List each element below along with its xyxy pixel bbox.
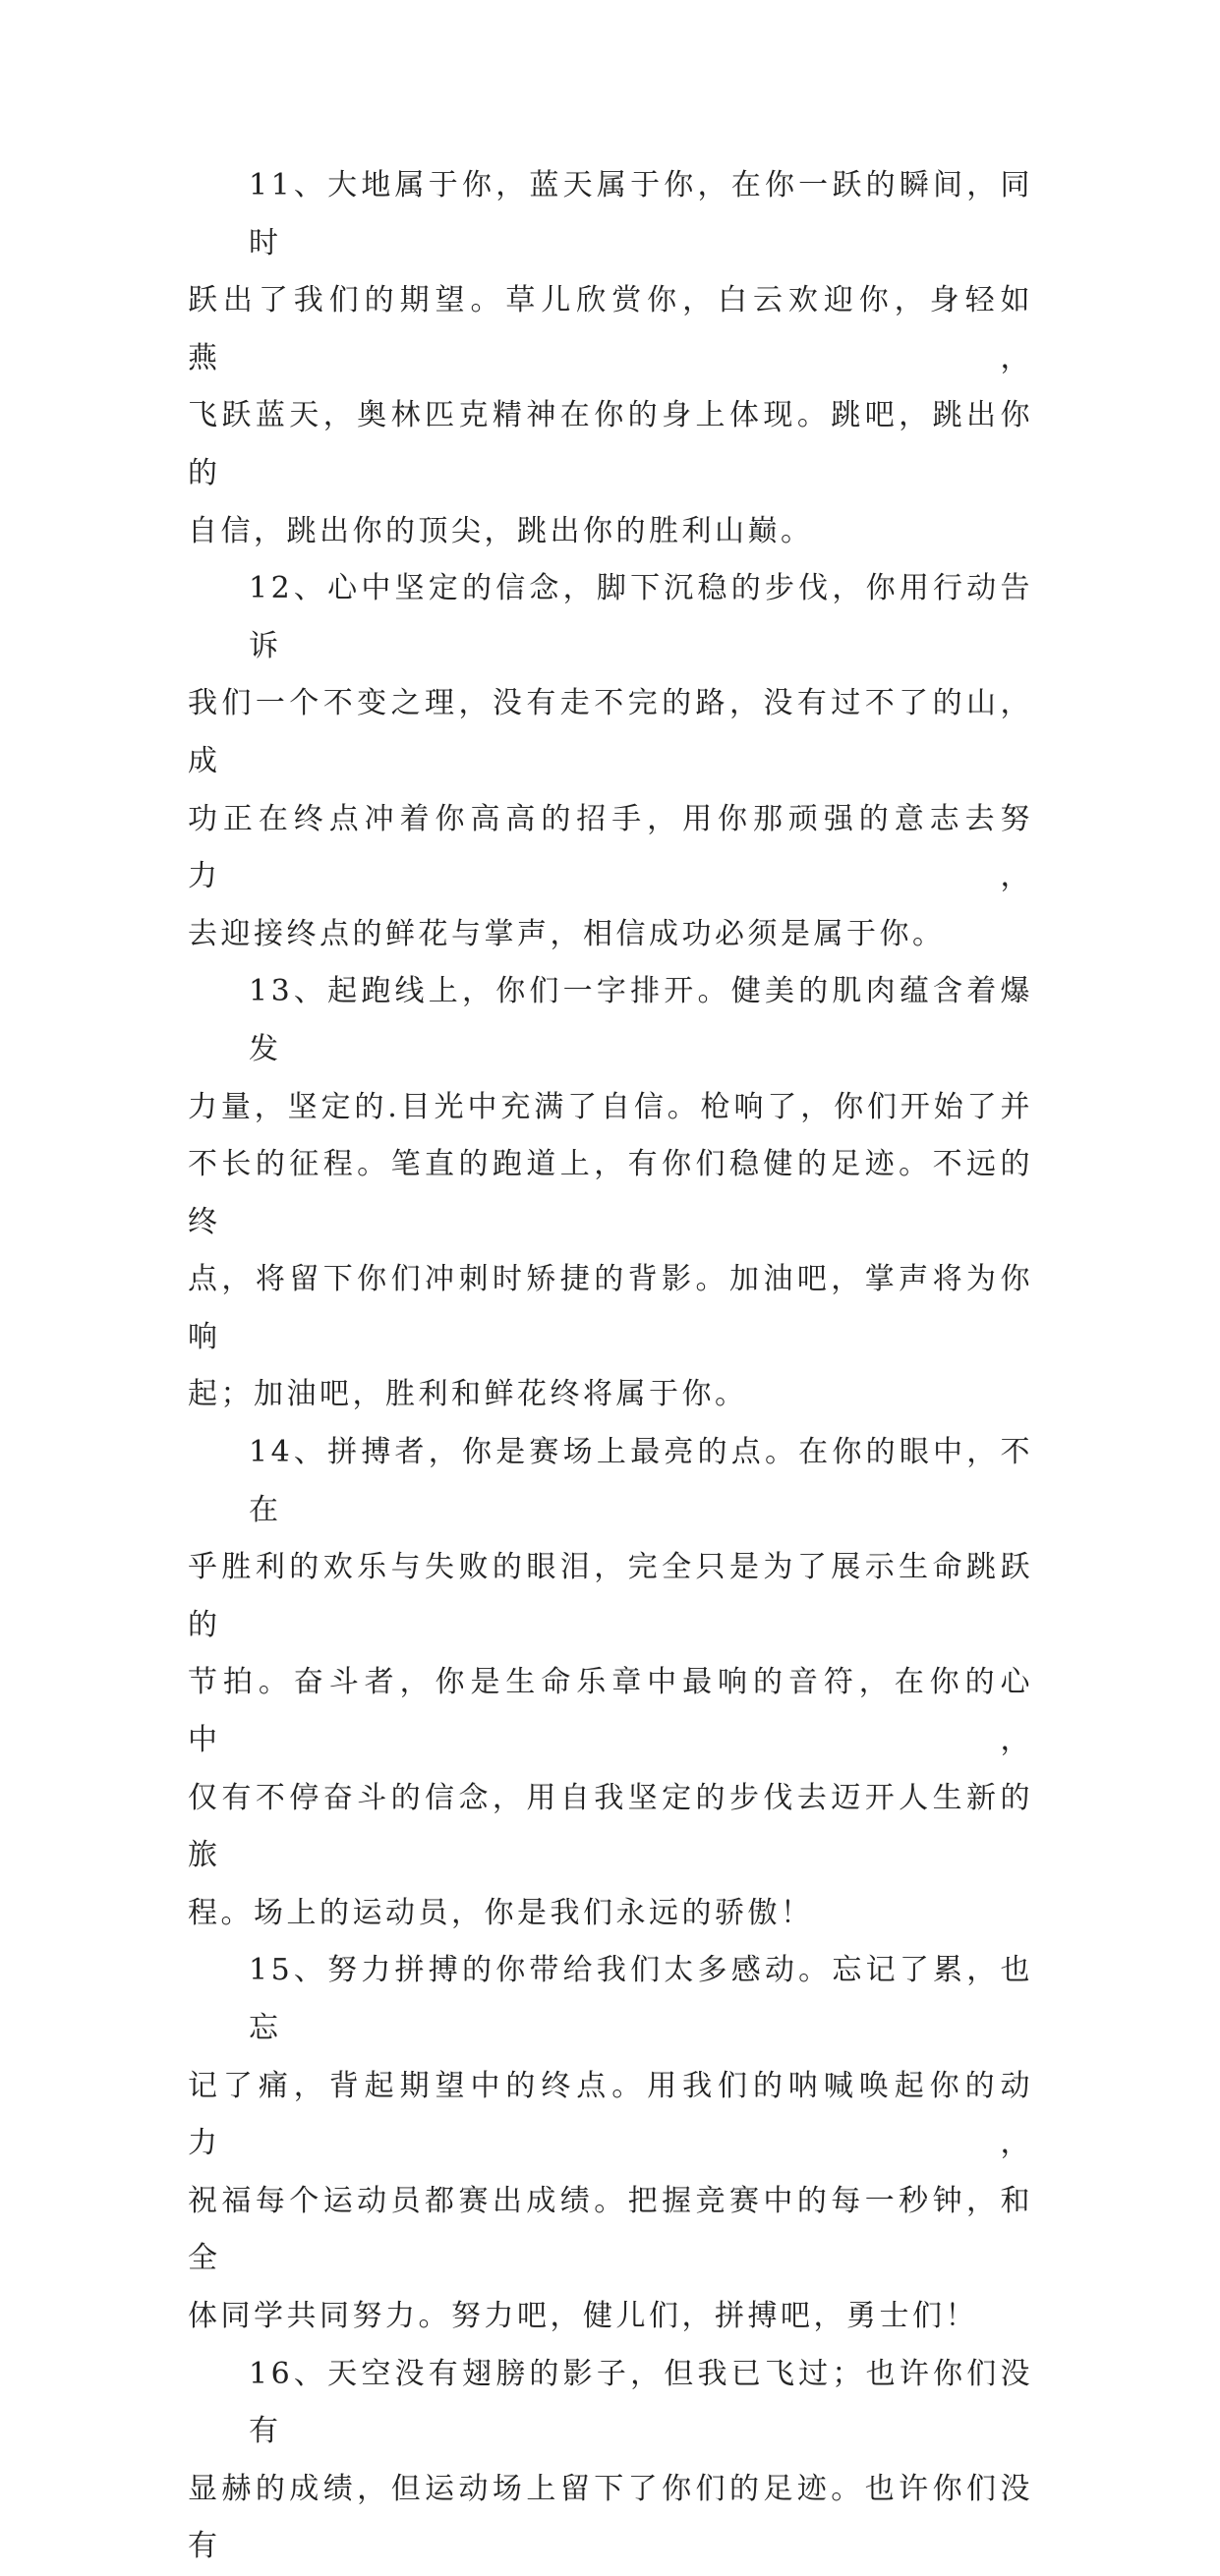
- text-line: 15、努力拼搏的你带给我们太多感动。忘记了累，也忘: [249, 1953, 1033, 2045]
- text-line: 点，将留下你们冲刺时矫捷的背影。加油吧，掌声将为你响: [188, 1262, 1033, 1354]
- text-line: 祝福每个运动员都赛出成绩。把握竞赛中的每一秒钟，和全: [188, 2183, 1033, 2276]
- paragraph-15: [188, 1942, 1033, 2345]
- text-line: 自信，跳出你的顶尖，跳出你的胜利山巅。: [188, 513, 814, 548]
- text-line: 显赫的成绩，但运动场上留下了你们的足迹。也许你们没有: [188, 2471, 1033, 2564]
- paragraph-16: [188, 2346, 1033, 2576]
- text-line: 不长的征程。笔直的跑道上，有你们稳健的足迹。不远的终: [188, 1147, 1033, 1239]
- text-line: 11、大地属于你，蓝天属于你，在你一跃的瞬间，同时: [249, 168, 1033, 260]
- paragraph-13: [188, 963, 1033, 1424]
- text-line: 我们一个不变之理，没有走不完的路，没有过不了的山，成: [188, 686, 1033, 778]
- text-line: 14、拼搏者，你是赛场上最亮的点。在你的眼中，不在: [249, 1435, 1033, 1527]
- text-line: 13、起跑线上，你们一字排开。健美的肌肉蕴含着爆发: [249, 974, 1033, 1066]
- text-line: 记了痛，背起期望中的终点。用我们的呐喊唤起你的动力，: [188, 2068, 1033, 2161]
- text-line: 起；加油吧，胜利和鲜花终将属于你。: [188, 1377, 748, 1412]
- text-line: 16、天空没有翅膀的影子，但我已飞过；也许你们没有: [249, 2356, 1033, 2449]
- text-line: 12、心中坚定的信念，脚下沉稳的步伐，你用行动告诉: [249, 571, 1033, 663]
- paragraph-14: [188, 1424, 1033, 1942]
- text-line: 体同学共同努力。努力吧，健儿们，拼搏吧，勇士们！: [188, 2298, 978, 2333]
- text-line: 力量，坚定的.目光中充满了自信。枪响了，你们开始了并: [188, 1089, 1033, 1124]
- text-line: 跃出了我们的期望。草儿欣赏你，白云欢迎你，身轻如燕，: [188, 283, 1033, 375]
- text-line: 乎胜利的欢乐与失败的眼泪，完全只是为了展示生命跳跃的: [188, 1550, 1033, 1642]
- text-line: 功正在终点冲着你高高的招手，用你那顽强的意志去努力，: [188, 801, 1033, 894]
- paragraph-11: [188, 157, 1033, 560]
- text-line: 去迎接终点的鲜花与掌声，相信成功必须是属于你。: [188, 916, 946, 951]
- text-line: 仅有不停奋斗的信念，用自我坚定的步伐去迈开人生新的旅: [188, 1780, 1033, 1873]
- body-text: [188, 157, 1033, 2576]
- paragraph-12: [188, 560, 1033, 963]
- text-line: 飞跃蓝天，奥林匹克精神在你的身上体现。跳吧，跳出你的: [188, 398, 1033, 490]
- text-line: 程。场上的运动员，你是我们永远的骄傲！: [188, 1895, 814, 1930]
- text-line: 节拍。奋斗者，你是生命乐章中最响的音符，在你的心中，: [188, 1665, 1033, 1758]
